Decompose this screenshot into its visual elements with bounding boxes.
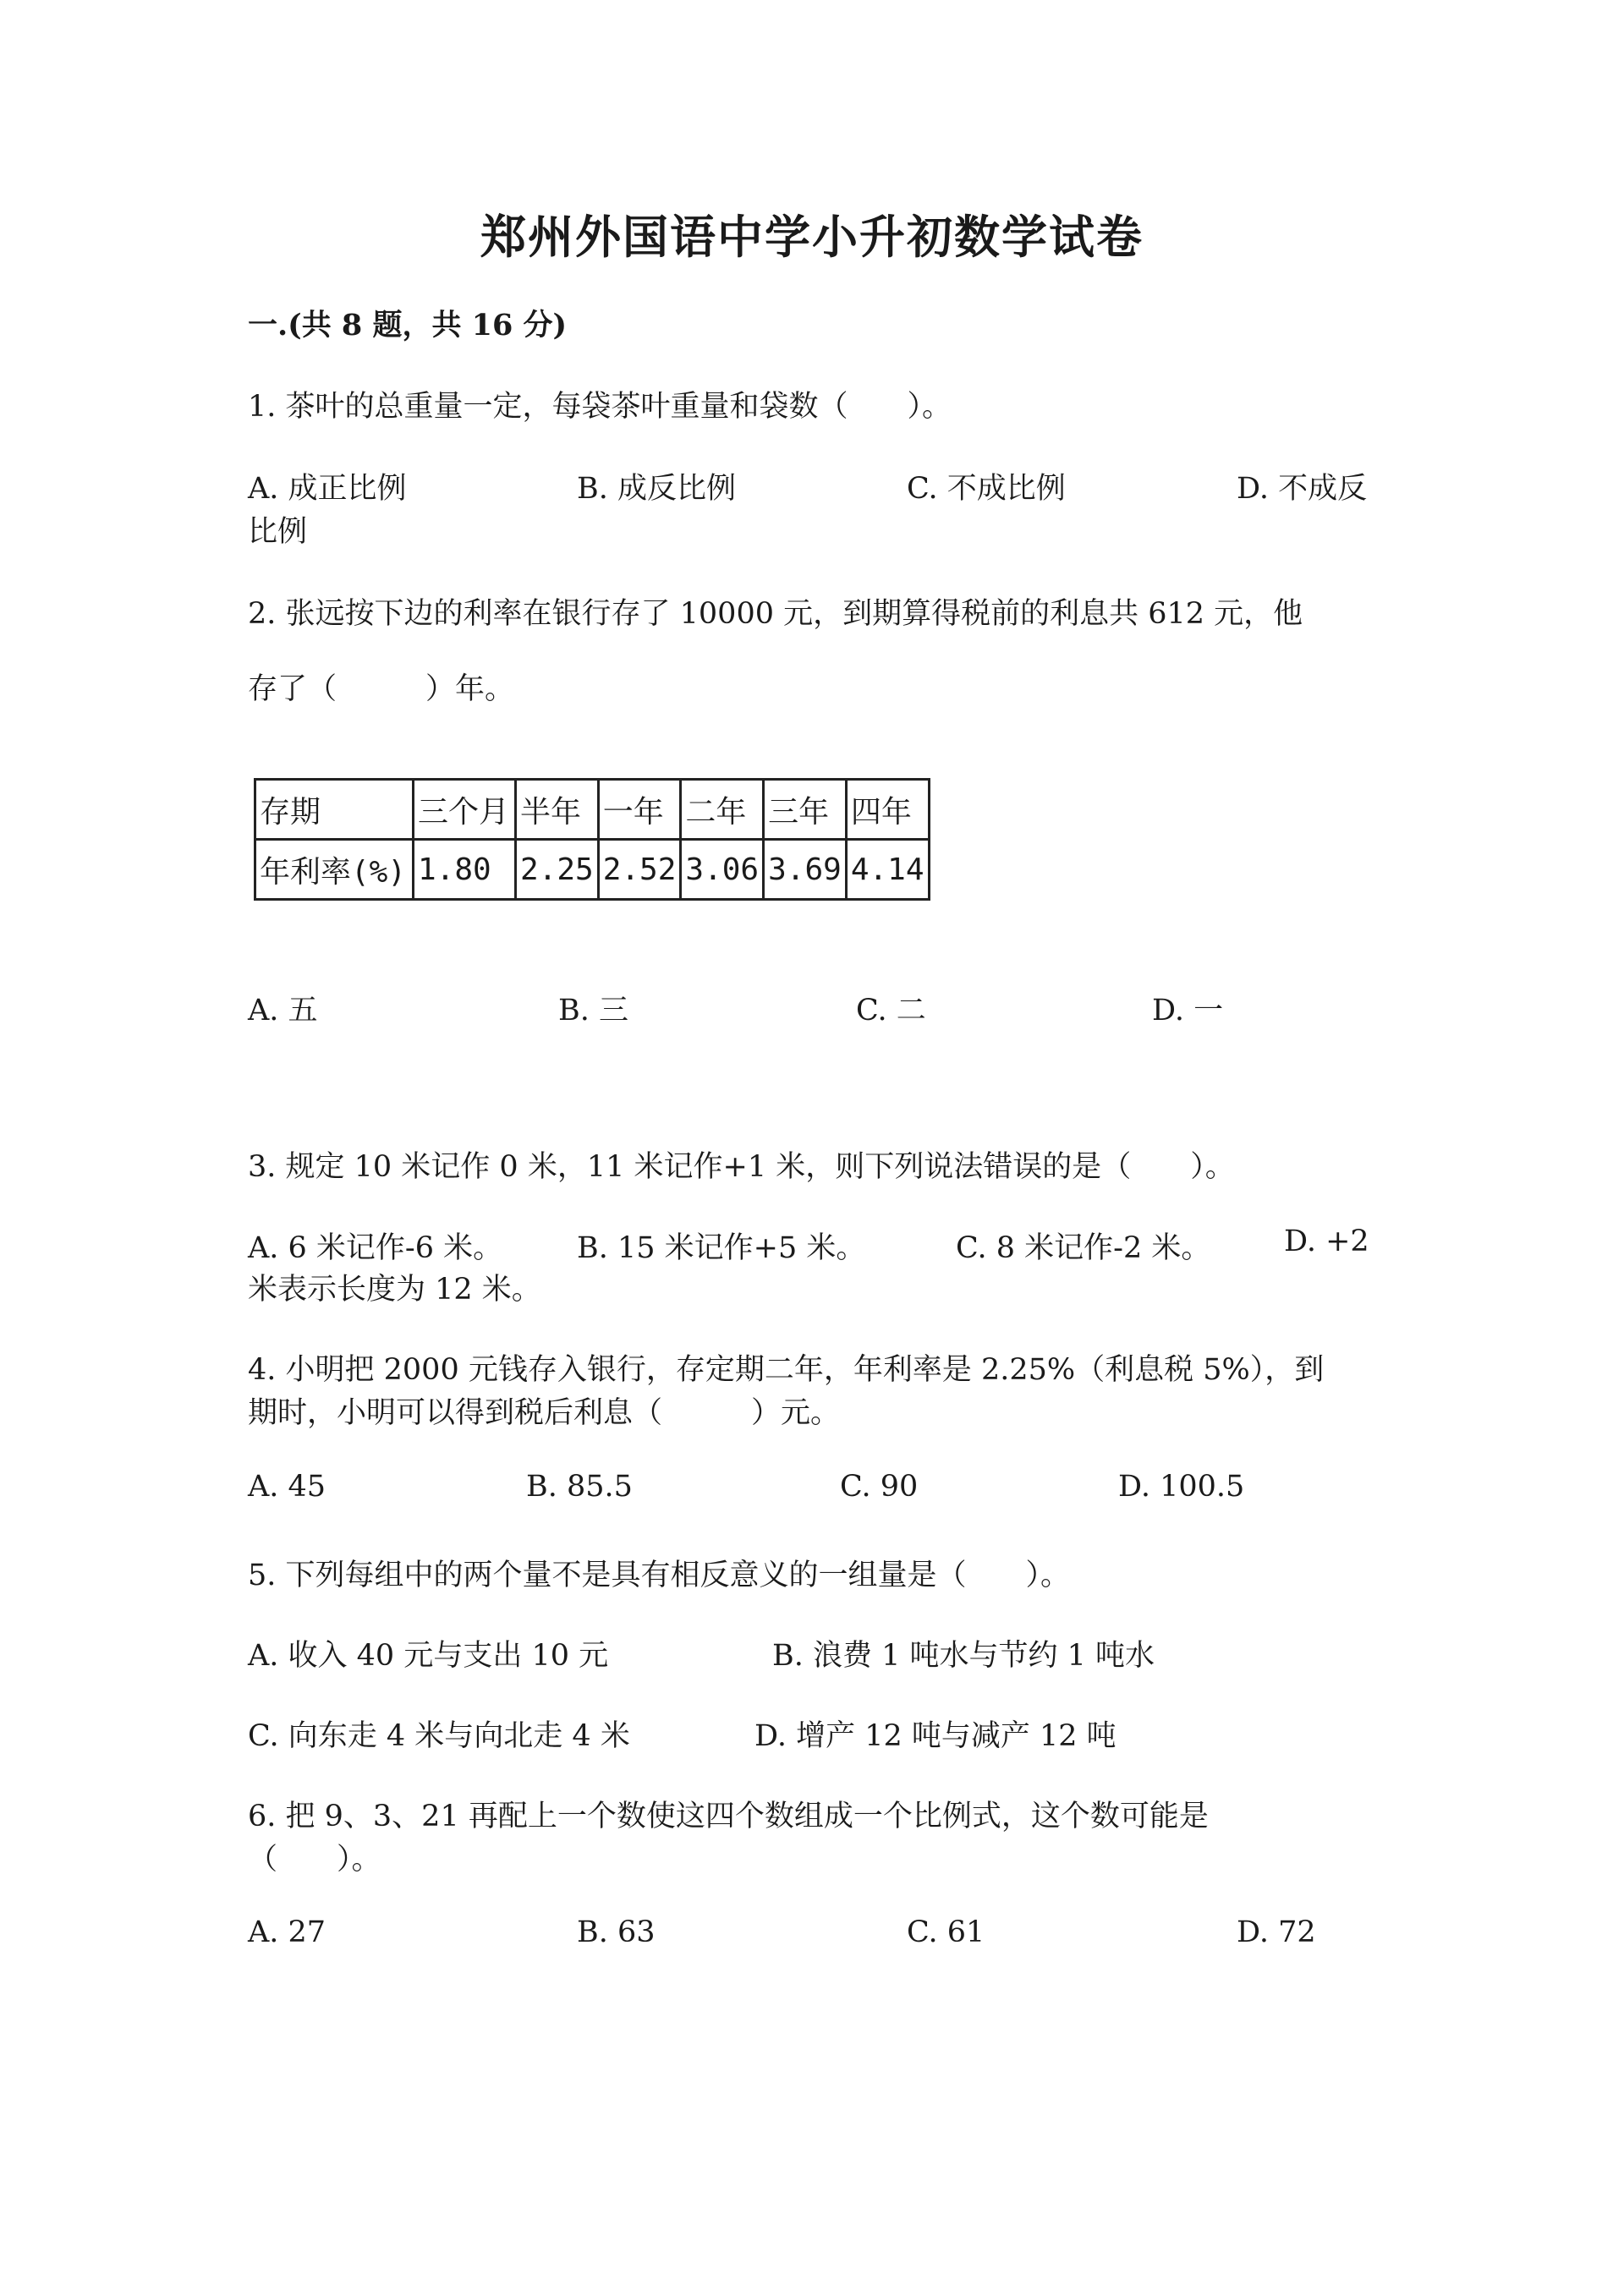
q4-option-d: D. 100.5 — [1118, 1470, 1245, 1504]
table-cell: 3.06 — [681, 840, 764, 900]
table-cell: 二年 — [681, 780, 764, 840]
table-cell: 一年 — [598, 780, 681, 840]
table-cell: 年利率(%) — [255, 840, 414, 900]
q1-option-c: C. 不成比例 — [907, 472, 1066, 506]
q6-option-a: A. 27 — [248, 1915, 326, 1949]
q3-option-d: D. +2 — [1284, 1225, 1369, 1258]
question-3: 3. 规定 10 米记作 0 米，11 米记作+1 米，则下列说法错误的是（ ）。 — [248, 1150, 1235, 1184]
q4-option-c: C. 90 — [840, 1470, 919, 1504]
question-6-line-1: 6. 把 9、3、21 再配上一个数使这四个数组成一个比例式，这个数可能是 — [248, 1800, 1209, 1833]
table-header-row — [255, 780, 930, 840]
q3-option-d-continued: 米表示长度为 12 米。 — [248, 1273, 541, 1307]
q6-option-c: C. 61 — [907, 1915, 985, 1949]
section-heading: 一.(共 8 题，共 16 分) — [248, 308, 568, 342]
table-cell: 三个月 — [414, 780, 516, 840]
table-cell: 半年 — [516, 780, 599, 840]
q4-option-b: B. 85.5 — [526, 1470, 633, 1504]
q3-option-c: C. 8 米记作-2 米。 — [956, 1231, 1211, 1265]
page-title: 郑州外国语中学小升初数学试卷 — [480, 210, 1144, 264]
question-1: 1. 茶叶的总重量一定，每袋茶叶重量和袋数（ ）。 — [248, 390, 952, 424]
q2-option-c: C. 二 — [856, 994, 926, 1027]
q5-option-d: D. 增产 12 吨与减产 12 吨 — [754, 1719, 1116, 1753]
q2-option-a: A. 五 — [248, 994, 318, 1027]
q1-option-a: A. 成正比例 — [248, 472, 407, 506]
table-cell: 2.52 — [598, 840, 681, 900]
q2-option-d: D. 一 — [1152, 994, 1224, 1027]
q5-option-a: A. 收入 40 元与支出 10 元 — [248, 1639, 609, 1673]
q5-option-b: B. 浪费 1 吨水与节约 1 吨水 — [772, 1639, 1155, 1673]
q3-option-a: A. 6 米记作-6 米。 — [248, 1231, 503, 1265]
q6-option-d: D. 72 — [1237, 1915, 1316, 1949]
table-cell: 四年 — [846, 780, 929, 840]
table-cell: 4.14 — [846, 840, 929, 900]
interest-rate-table — [254, 778, 930, 901]
q6-option-b: B. 63 — [577, 1915, 656, 1949]
q1-option-b: B. 成反比例 — [577, 472, 736, 506]
table-cell: 存期 — [255, 780, 414, 840]
question-4-line-2: 期时，小明可以得到税后利息（ ）元。 — [248, 1396, 841, 1430]
table-row — [255, 840, 930, 900]
question-2-line-2: 存了（ ）年。 — [248, 672, 515, 706]
table-cell: 三年 — [764, 780, 847, 840]
question-2-line-1: 2. 张远按下边的利率在银行存了 10000 元，到期算得税前的利息共 612 元，他 — [248, 597, 1303, 631]
q4-option-a: A. 45 — [248, 1470, 326, 1504]
q2-option-b: B. 三 — [558, 994, 628, 1027]
q5-option-c: C. 向东走 4 米与向北走 4 米 — [248, 1719, 630, 1753]
question-4-line-1: 4. 小明把 2000 元钱存入银行，存定期二年，年利率是 2.25%（利息税 5%），到 — [248, 1353, 1325, 1387]
table-cell: 2.25 — [516, 840, 599, 900]
question-5: 5. 下列每组中的两个量不是具有相反意义的一组量是（ ）。 — [248, 1559, 1071, 1592]
question-6-line-2: （ ）。 — [248, 1843, 381, 1877]
q3-option-b: B. 15 米记作+5 米。 — [577, 1231, 866, 1265]
table-cell: 1.80 — [414, 840, 516, 900]
table-cell: 3.69 — [764, 840, 847, 900]
q1-option-d-continued: 比例 — [248, 515, 308, 549]
q1-option-d: D. 不成反 — [1237, 472, 1368, 506]
